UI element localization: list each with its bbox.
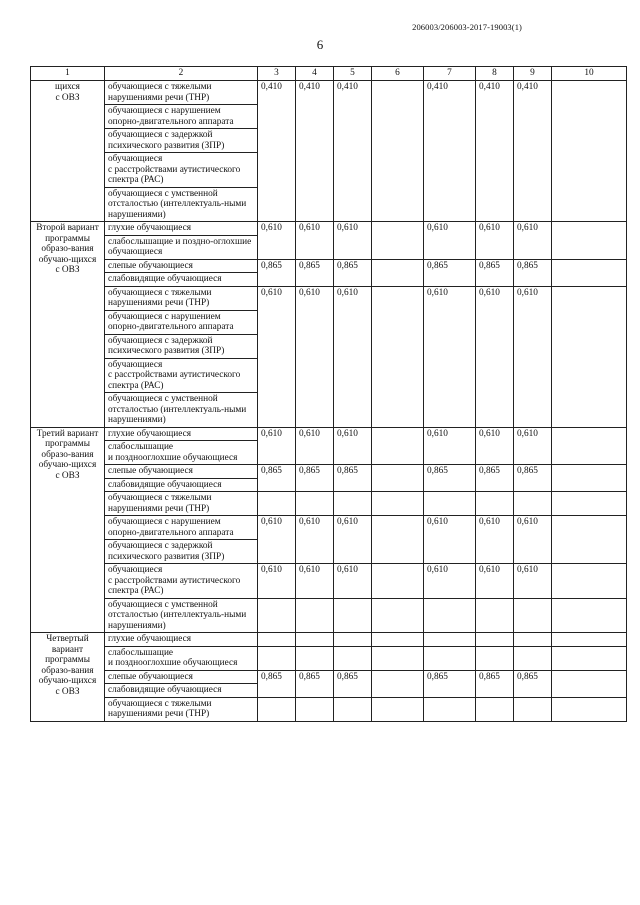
page-number: 6	[316, 37, 324, 52]
coefficient-cell	[372, 697, 424, 721]
student-category: обучающиеся с задержкой психического развития (ЗПР)	[105, 540, 258, 564]
coefficient-cell	[552, 222, 627, 260]
coefficient-cell: 0,865	[296, 465, 334, 492]
student-category: слепые обучающиеся	[105, 670, 258, 684]
coefficient-cell: 0,610	[334, 222, 372, 260]
column-header: 9	[514, 67, 552, 81]
coefficient-cell	[258, 598, 296, 633]
coefficient-cell: 0,865	[514, 670, 552, 697]
student-category: слабовидящие обучающиеся	[105, 684, 258, 698]
student-category: слабовидящие обучающиеся	[105, 273, 258, 287]
program-variant-label: Второй вариант программы образо-вания обучаю-щихся с ОВЗ	[31, 222, 105, 428]
coefficient-cell	[372, 670, 424, 697]
student-category: глухие обучающиеся	[105, 427, 258, 441]
column-header: 6	[372, 67, 424, 81]
student-category: глухие обучающиеся	[105, 222, 258, 236]
table-row	[31, 286, 627, 310]
coefficient-cell	[476, 646, 514, 670]
coefficient-cell	[476, 492, 514, 516]
student-category: слабослышащие и позднооглохшие обучающиеся	[105, 646, 258, 670]
coefficient-cell	[424, 492, 476, 516]
coefficient-cell: 0,610	[296, 564, 334, 599]
coefficient-cell: 0,865	[476, 670, 514, 697]
student-category: обучающиеся с умственной отсталостью (интеллектуаль-ными нарушениями)	[105, 393, 258, 428]
coefficient-cell: 0,610	[296, 427, 334, 465]
coefficient-cell	[372, 516, 424, 564]
table-row	[31, 465, 627, 479]
table-row	[31, 259, 627, 273]
column-header: 3	[258, 67, 296, 81]
coefficient-cell: 0,610	[258, 222, 296, 260]
coefficient-cell: 0,610	[476, 222, 514, 260]
column-header: 1	[31, 67, 105, 81]
coefficient-cell	[372, 564, 424, 599]
student-category: слабослышащие и позднооглохшие обучающиеся	[105, 441, 258, 465]
coefficient-cell: 0,865	[334, 259, 372, 286]
coefficient-cell: 0,610	[296, 286, 334, 427]
program-variant-label: щихся с ОВЗ	[31, 81, 105, 222]
coefficient-cell	[334, 646, 372, 670]
coefficient-cell: 0,865	[296, 670, 334, 697]
coefficient-cell	[334, 633, 372, 647]
column-header: 4	[296, 67, 334, 81]
coefficient-cell	[552, 492, 627, 516]
coefficient-cell	[552, 516, 627, 564]
table-row	[31, 427, 627, 441]
coefficient-cell: 0,610	[476, 286, 514, 427]
coefficient-cell: 0,610	[476, 564, 514, 599]
coefficient-cell	[296, 697, 334, 721]
student-category: обучающиеся с тяжелыми нарушениями речи (ТНР)	[105, 286, 258, 310]
coefficient-cell	[258, 492, 296, 516]
coefficient-cell	[372, 492, 424, 516]
coefficient-cell: 0,610	[296, 516, 334, 564]
table-header	[31, 67, 627, 81]
coefficient-cell	[372, 427, 424, 465]
student-category: обучающиеся с расстройствами аутистического спектра (РАС)	[105, 564, 258, 599]
student-category: обучающиеся с тяжелыми нарушениями речи (ТНР)	[105, 492, 258, 516]
coefficient-cell	[552, 259, 627, 286]
column-header: 2	[105, 67, 258, 81]
coefficient-cell: 0,410	[424, 81, 476, 222]
coefficient-cell: 0,610	[514, 516, 552, 564]
coefficient-cell: 0,610	[514, 427, 552, 465]
coefficient-cell: 0,610	[334, 286, 372, 427]
coefficient-cell	[372, 633, 424, 647]
coefficient-cell: 0,410	[296, 81, 334, 222]
coefficient-cell	[296, 646, 334, 670]
coefficient-cell	[476, 598, 514, 633]
column-header: 8	[476, 67, 514, 81]
coefficient-cell: 0,865	[258, 670, 296, 697]
coefficient-cell: 0,610	[424, 222, 476, 260]
coefficient-cell	[476, 633, 514, 647]
coefficient-cell: 0,610	[258, 516, 296, 564]
coefficient-cell: 0,610	[334, 427, 372, 465]
coefficient-cell	[514, 633, 552, 647]
coefficient-cell	[552, 81, 627, 222]
coefficient-cell	[424, 646, 476, 670]
student-category: обучающиеся с нарушением опорно-двигательного аппарата	[105, 105, 258, 129]
student-category: обучающиеся с задержкой психического развития (ЗПР)	[105, 334, 258, 358]
coefficient-cell	[258, 697, 296, 721]
coefficient-cell	[552, 564, 627, 599]
table-row	[31, 222, 627, 236]
coefficient-cell	[424, 633, 476, 647]
coefficient-cell: 0,865	[476, 259, 514, 286]
coefficient-cell	[552, 633, 627, 647]
table-row	[31, 697, 627, 721]
coefficient-cell: 0,610	[296, 222, 334, 260]
coefficient-cell	[514, 492, 552, 516]
coefficient-cell: 0,610	[424, 427, 476, 465]
coefficient-cell	[372, 465, 424, 492]
student-category: слепые обучающиеся	[105, 465, 258, 479]
coefficient-cell	[372, 286, 424, 427]
student-category: слепые обучающиеся	[105, 259, 258, 273]
coefficient-cell: 0,610	[334, 516, 372, 564]
coefficient-cell	[296, 598, 334, 633]
program-variant-label: Четвертый вариант программы образо-вания обучаю-щихся с ОВЗ	[31, 633, 105, 722]
coefficient-cell: 0,865	[334, 670, 372, 697]
coefficient-cell	[552, 465, 627, 492]
coefficient-cell: 0,865	[258, 259, 296, 286]
coefficient-cell: 0,610	[258, 564, 296, 599]
student-category: слабовидящие обучающиеся	[105, 478, 258, 492]
coefficient-cell: 0,865	[514, 465, 552, 492]
coefficient-cell: 0,410	[334, 81, 372, 222]
coefficient-cell	[372, 259, 424, 286]
coefficient-cell: 0,610	[424, 516, 476, 564]
coefficient-cell: 0,865	[258, 465, 296, 492]
coefficient-cell	[424, 598, 476, 633]
coefficient-cell: 0,610	[476, 516, 514, 564]
coefficient-cell: 0,610	[514, 564, 552, 599]
coefficient-cell	[334, 598, 372, 633]
coefficient-cell	[296, 492, 334, 516]
coefficient-cell	[258, 646, 296, 670]
coefficient-cell: 0,610	[514, 286, 552, 427]
coefficient-cell: 0,610	[424, 286, 476, 427]
coefficient-cell	[514, 598, 552, 633]
coefficient-cell	[296, 633, 334, 647]
coefficient-cell	[552, 670, 627, 697]
student-category: обучающиеся с умственной отсталостью (интеллектуаль-ными нарушениями)	[105, 598, 258, 633]
coefficient-cell	[372, 598, 424, 633]
coefficient-cell	[372, 81, 424, 222]
student-category: обучающиеся с умственной отсталостью (интеллектуаль-ными нарушениями)	[105, 187, 258, 222]
coefficient-cell: 0,410	[476, 81, 514, 222]
column-header: 5	[334, 67, 372, 81]
student-category: слабослышащие и поздно-оглохшие обучающиеся	[105, 235, 258, 259]
coefficient-cell	[476, 697, 514, 721]
coefficient-cell	[552, 598, 627, 633]
table-row	[31, 598, 627, 633]
student-category: обучающиеся с расстройствами аутистического спектра (РАС)	[105, 153, 258, 188]
student-category: обучающиеся с нарушением опорно-двигательного аппарата	[105, 310, 258, 334]
column-header: 10	[552, 67, 627, 81]
coefficient-cell	[552, 697, 627, 721]
coefficient-cell: 0,610	[514, 222, 552, 260]
student-category: обучающиеся с тяжелыми нарушениями речи (ТНР)	[105, 81, 258, 105]
table-row	[31, 516, 627, 540]
coefficient-cell: 0,865	[424, 259, 476, 286]
table-row	[31, 633, 627, 647]
coefficient-cell: 0,610	[258, 286, 296, 427]
coefficient-cell	[552, 286, 627, 427]
coefficient-cell	[372, 222, 424, 260]
table-row	[31, 670, 627, 684]
student-category: обучающиеся с тяжелыми нарушениями речи (ТНР)	[105, 697, 258, 721]
coefficient-cell: 0,865	[476, 465, 514, 492]
program-variant-label: Третий вариант программы образо-вания обучаю-щихся с ОВЗ	[31, 427, 105, 633]
document-id: 206003/206003-2017-19003(1)	[412, 22, 522, 32]
coefficient-cell: 0,865	[514, 259, 552, 286]
coefficient-cell	[258, 633, 296, 647]
coefficient-cell	[334, 492, 372, 516]
coefficient-cell	[372, 646, 424, 670]
student-category: обучающиеся с задержкой психического развития (ЗПР)	[105, 129, 258, 153]
coefficient-cell	[334, 697, 372, 721]
coefficient-cell: 0,610	[424, 564, 476, 599]
coefficient-cell: 0,865	[424, 465, 476, 492]
coefficient-cell: 0,610	[334, 564, 372, 599]
coefficient-cell: 0,865	[296, 259, 334, 286]
student-category: обучающиеся с расстройствами аутистического спектра (РАС)	[105, 358, 258, 393]
coefficient-cell: 0,610	[258, 427, 296, 465]
coefficient-cell: 0,865	[334, 465, 372, 492]
coefficient-cell: 0,410	[514, 81, 552, 222]
coefficient-cell	[552, 646, 627, 670]
student-category: обучающиеся с нарушением опорно-двигательного аппарата	[105, 516, 258, 540]
table-row	[31, 564, 627, 599]
column-header: 7	[424, 67, 476, 81]
table-row	[31, 646, 627, 670]
coefficient-cell	[514, 646, 552, 670]
coefficient-cell: 0,865	[424, 670, 476, 697]
student-category: глухие обучающиеся	[105, 633, 258, 647]
coefficients-table	[30, 66, 627, 722]
table-row	[31, 492, 627, 516]
coefficient-cell	[424, 697, 476, 721]
table-body	[31, 81, 627, 722]
coefficient-cell: 0,410	[258, 81, 296, 222]
coefficient-cell: 0,610	[476, 427, 514, 465]
coefficient-cell	[552, 427, 627, 465]
table-row	[31, 81, 627, 105]
coefficient-cell	[514, 697, 552, 721]
